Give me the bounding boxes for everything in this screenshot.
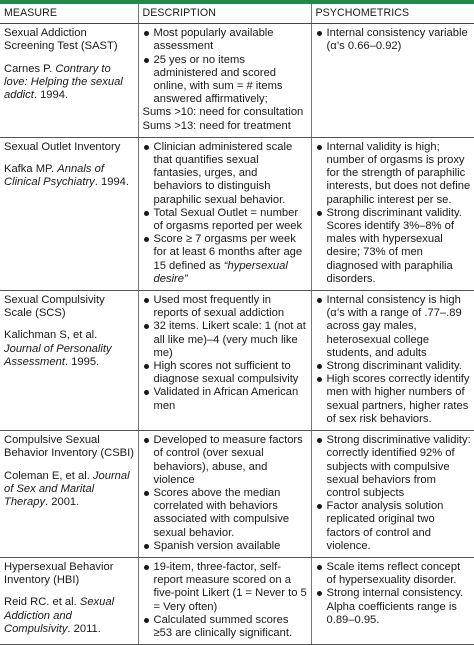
- citation-authors: Coleman E, et al.: [4, 469, 93, 482]
- psychometrics-item: Strong discriminant validity. Scores identify 3%–8% of males with hypersexual desire; 73% of men diagnosed with paraphilia disorders.: [316, 207, 472, 286]
- description-item: High scores not sufficient to diagnose sexual compulsivity: [143, 360, 308, 386]
- psychometrics-item: Strong discriminant validity.: [316, 360, 472, 373]
- measure-cell: [0, 24, 138, 138]
- psychometrics-item: Internal consistency is high (α’s with a range of .77–.89 across gay males, heterosexual college students, and adults: [316, 294, 472, 360]
- description-cell: [138, 291, 311, 431]
- measure-citation: [4, 470, 135, 510]
- measure-name: Sexual Addiction Screening Test (SAST): [4, 27, 118, 53]
- measure-name: Sexual Outlet Inventory: [4, 140, 121, 153]
- measure-cell: [0, 431, 138, 558]
- citation-title: Annals of Clinical Psychiatry: [4, 163, 104, 189]
- description-item-text: Score ≥ 7 orgasms per week for at least 6 months after age 15 defined as: [153, 233, 303, 272]
- psychometrics-item: Internal validity is high; number of orgasms is proxy for the strength of paraphilic interests, but does not define paraphilic interest per se.: [316, 141, 472, 207]
- description-item: 19-item, three-factor, self-report measure scored on a five-point Likert (1 = Never to 5 = Very often): [143, 561, 308, 614]
- psychometrics-item: High scores correctly identify men with higher numbers of sexual partners, higher rates of sex risk behaviors.: [316, 373, 472, 426]
- table-row: [0, 137, 474, 290]
- citation-title: Journal of Sex and Marital Therapy: [4, 469, 130, 508]
- table-row: [0, 24, 474, 138]
- psychometrics-cell: [311, 137, 474, 290]
- measure-citation: [4, 163, 135, 189]
- description-item: Validated in African American men: [143, 386, 308, 412]
- citation-authors: Reid RC. et al.: [4, 596, 80, 609]
- citation-year: . 2011.: [67, 622, 101, 635]
- psychometrics-item: Scale items reflect concept of hypersexuality disorder.: [316, 561, 472, 587]
- description-italic-term: “hypersexual desire”: [153, 259, 288, 285]
- citation-title: Sexual Addiction and Compulsivity: [4, 596, 115, 635]
- header-row: [0, 4, 474, 24]
- measure-name: Compulsive Sexual Behavior Inventory (CSBI): [4, 434, 134, 460]
- psychometrics-item: Internal consistency variable (α’s 0.66–0.92): [316, 27, 472, 53]
- measure-citation: [4, 596, 135, 636]
- description-cell: [138, 137, 311, 290]
- citation-year: . 1994.: [94, 176, 129, 189]
- psychometrics-cell: [311, 431, 474, 558]
- measure-citation: [4, 63, 135, 103]
- measure-citation: [4, 329, 135, 369]
- citation-year: . 2001.: [45, 495, 80, 508]
- psychometrics-item: Strong discriminative validity: correctly identified 92% of subjects with compulsive sexual behaviors from control subjects: [316, 434, 472, 500]
- measure-name: Sexual Compulsivity Scale (SCS): [4, 294, 105, 320]
- citation-authors: Kafka MP.: [4, 163, 58, 176]
- measure-name: Hypersexual Behavior Inventory (HBI): [4, 560, 114, 587]
- citation-authors: Kalichman S, et al.: [4, 329, 98, 342]
- description-item: [143, 233, 308, 286]
- psychometrics-cell: [311, 557, 474, 644]
- measure-cell: [0, 137, 138, 290]
- citation-authors: Carnes P.: [4, 62, 56, 75]
- description-item: 25 yes or no items administered and scored online, with sum = # items answered affirmatively;: [143, 54, 308, 107]
- header-measure: MEASURE: [0, 4, 138, 24]
- citation-title: Journal of Personality Assessment: [4, 342, 112, 368]
- description-cell: [138, 557, 311, 644]
- table-row: [0, 557, 474, 644]
- citation-year: . 1995.: [64, 355, 100, 368]
- table-row: [0, 431, 474, 558]
- measures-table: [0, 4, 474, 645]
- description-item: Developed to measure factors of control (over sexual behaviors), abuse, and violence: [143, 434, 308, 487]
- psychometrics-item: Strong internal consistency. Alpha coefficients range is 0.89–0.95.: [316, 587, 472, 627]
- description-item: Spanish version available: [143, 540, 308, 553]
- table-row: [0, 291, 474, 431]
- description-item: 32 items. Likert scale: 1 (not at all like me)–4 (very much like me): [143, 320, 308, 360]
- description-item: Most popularly available assessment: [143, 27, 308, 53]
- psychometrics-cell: [311, 291, 474, 431]
- description-cell: [138, 24, 311, 138]
- description-item: Calculated summed scores ≥53 are clinically significant.: [143, 614, 308, 640]
- description-item: Total Sexual Outlet = number of orgasms reported per week: [143, 207, 308, 233]
- measure-cell: [0, 557, 138, 644]
- header-description: DESCRIPTION: [138, 4, 311, 24]
- citation-title: Contrary to love: Helping the sexual addict: [4, 62, 123, 102]
- description-item: Scores above the median correlated with behaviors associated with compulsive sexual behavior.: [143, 487, 308, 540]
- measure-cell: [0, 291, 138, 431]
- description-note: Sums >10: need for consultation: [142, 106, 304, 119]
- header-psychometrics: PSYCHOMETRICS: [311, 4, 474, 24]
- description-note: Sums >13: need for treatment: [142, 119, 291, 132]
- description-item: Clinician administered scale that quantifies sexual fantasies, urges, and behaviors to distinguish paraphilic sexual behavior.: [143, 141, 308, 207]
- description-cell: [138, 431, 311, 558]
- psychometrics-item: Factor analysis solution replicated original two factors of control and violence.: [316, 500, 472, 553]
- psychometrics-cell: [311, 24, 474, 138]
- citation-year: . 1994.: [33, 89, 69, 102]
- description-item: Used most frequently in reports of sexual addiction: [143, 294, 308, 320]
